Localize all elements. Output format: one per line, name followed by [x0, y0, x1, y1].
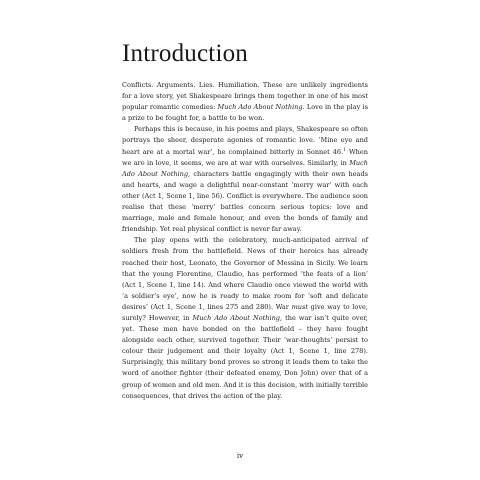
- chapter-heading: Introduction: [122, 40, 248, 67]
- text-run: Conflicts. Arguments. Lies. Humiliation. These are unlikely ingredients for a love story, yet Shakespeare brings them together in one of his most popular romantic comedies:: [122, 81, 368, 112]
- paragraph: [122, 80, 368, 124]
- page-number: iv: [236, 452, 244, 460]
- text-run: . Love in the play is a prize to be fought for, a battle to be won.: [122, 103, 368, 123]
- text-run: give way to love, surely? However, in: [122, 302, 369, 322]
- body-text: [122, 80, 368, 402]
- italic-title: must: [291, 302, 309, 311]
- paragraph: [122, 124, 368, 235]
- italic-title: Much Ado About Nothing: [122, 158, 368, 178]
- footnote-marker: 1: [343, 147, 346, 153]
- italic-title: Much Ado About Nothing: [217, 103, 303, 112]
- text-run: When we are in love, it seems, we are at war with ourselves. Similarly, in: [122, 147, 368, 167]
- text-run: Perhaps this is because, in his poems and plays, Shakespeare so often portrays the sheer, desperate agonies of romantic love. ‘Mine eye and heart are at a mortal war’, he complained bitterly in Sonnet 46.: [122, 125, 368, 156]
- paragraph: [122, 235, 368, 401]
- text-run: , characters battle engagingly with their own heads and hearts, and wage a delightful near-constant ‘merry war’ with each other (Act 1, Scene 1, line 56). Conflict is everywhere. The audience soon realise that these ‘merry’ battles concern serious topics: love and marriage, male and female honour, and even the bonds of family and friendship. Yet real physical conflict is never far away.: [122, 169, 368, 234]
- text-run: , the war isn’t quite over, yet. These men have bonded on the battlefield – they have fought alongside each other, survived together. Their ‘war-thoughts’ persist to colour their judgement and their loyalty (Act 1, Scene 1, line 278). Surprisingly, this military bond proves so strong it leads them to take the word of another fighter (their defeated enemy, Don John) over that of a group of women and old men. And it is this decision, with initially terrible consequences, that drives the action of the play.: [122, 313, 368, 400]
- italic-title: Much Ado About Nothing: [192, 313, 280, 322]
- text-run: The play opens with the celebratory, much-anticipated arrival of soldiers fresh from the battlefield. News of their heroics has already reached their host, Leonato, the Governor of Messina in Sicily. We learn that the young Florentine, Claudio, has performed ‘the feats of a lion’ (Act 1, Scene 1, line 14). And where Claudio once viewed the world with ‘a soldier’s eye’, now he is ready to make room for ‘soft and delicate desires’ (Act 1, Scene 1, lines 275 and 280). War: [122, 236, 368, 311]
